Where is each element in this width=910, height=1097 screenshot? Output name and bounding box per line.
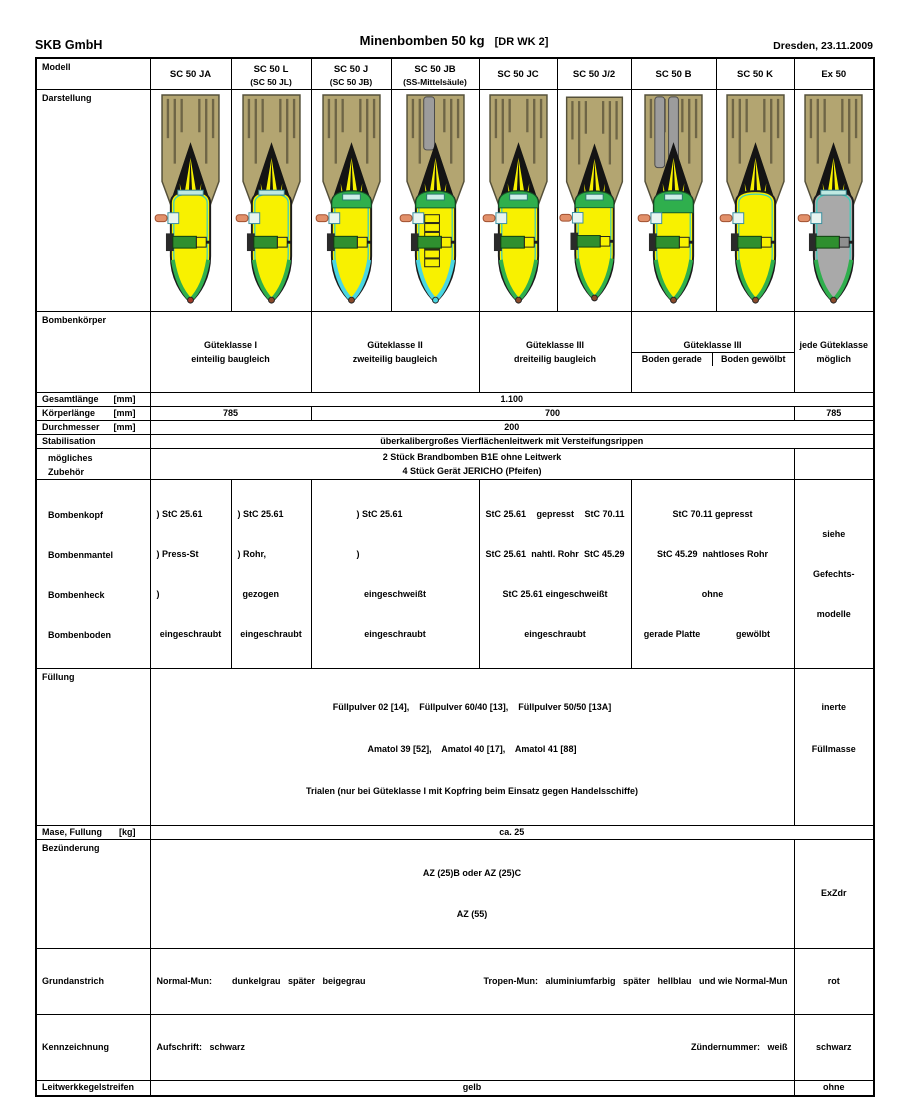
cell-zubehoer-value: 2 Stück Brandbomben B1E ohne Leitwerk 4 Stück Gerät JERICHO (Pfeifen) bbox=[150, 448, 794, 479]
cell-gesamtlaenge-value: 1.100 bbox=[150, 392, 874, 406]
cell-durchmesser-value: 200 bbox=[150, 420, 874, 434]
row-gesamtlaenge bbox=[36, 392, 874, 406]
model-header-sc50k: SC 50 K bbox=[716, 58, 794, 89]
model-header-sc50j2: SC 50 J/2 bbox=[557, 58, 631, 89]
row-koerperlaenge bbox=[36, 406, 874, 420]
row-label-bezuenderung: Bezünderung bbox=[36, 839, 150, 948]
row-label-grundanstrich: Grundanstrich bbox=[36, 948, 150, 1014]
cell-bomb-4 bbox=[479, 89, 557, 311]
model-header-sc50jb: SC 50 JB (SS-Mittelsäule) bbox=[391, 58, 479, 89]
row-kennzeichnung bbox=[36, 1014, 874, 1080]
cell-bomb-5 bbox=[557, 89, 631, 311]
cell-bomb-2 bbox=[311, 89, 391, 311]
bomb-drawing-sc50j bbox=[312, 90, 391, 310]
row-label-modell bbox=[36, 58, 150, 89]
model-header-sc50j: SC 50 J (SC 50 JB) bbox=[311, 58, 391, 89]
row-label-bombenkoerper: Bombenkörper bbox=[36, 311, 150, 392]
cell-bomb-3 bbox=[391, 89, 479, 311]
row-label-bauteile: Bombenkopf Bombenmantel Bombenheck Bombenboden bbox=[36, 479, 150, 668]
cell-bauteile-jc-j2: StC 25.61 gepresst StC 70.11 StC 25.61 nahtl. Rohr StC 45.29 StC 25.61 eingeschweißt eingeschraubt bbox=[479, 479, 631, 668]
cell-bezuenderung-value: AZ (25)B oder AZ (25)C AZ (55) bbox=[150, 839, 794, 948]
cell-kennzeichnung-ex: schwarz bbox=[794, 1014, 874, 1080]
date-text: Dresden, 23.11.2009 bbox=[773, 40, 873, 52]
cell-bauteile-ja: ) StC 25.61 ) Press-St ) eingeschraubt bbox=[150, 479, 231, 668]
row-modell bbox=[36, 58, 874, 89]
cell-koerperlaenge-1: 785 bbox=[150, 406, 311, 420]
cell-bomb-1 bbox=[231, 89, 311, 311]
cell-bomb-7 bbox=[716, 89, 794, 311]
page-header bbox=[35, 26, 873, 52]
cell-fuellung-ex: inerte Füllmasse bbox=[794, 668, 874, 825]
row-label-masse: Mase, Fullung [kg] bbox=[36, 825, 150, 839]
row-darstellung bbox=[36, 89, 874, 311]
unit-label: [mm] bbox=[113, 421, 136, 432]
bomb-drawing-sc50l bbox=[232, 90, 311, 310]
cell-grundanstrich-value bbox=[150, 948, 794, 1014]
zuendernummer: Zündernummer: weiß bbox=[690, 1041, 788, 1052]
model-header-sc50ja: SC 50 JA bbox=[150, 58, 231, 89]
row-label-koerperlaenge: Körperlänge [mm] bbox=[36, 406, 150, 420]
boden-k: gewölbt bbox=[736, 628, 770, 639]
row-label-zubehoer: mögliches Zubehör bbox=[36, 448, 150, 479]
bomb-drawing-sc50j2 bbox=[558, 90, 631, 310]
row-label-kennzeichnung: Kennzeichnung bbox=[36, 1014, 150, 1080]
bomb-drawing-sc50ja bbox=[151, 90, 231, 310]
row-bombenkoerper bbox=[36, 311, 874, 392]
model-header-sc50b: SC 50 B bbox=[631, 58, 716, 89]
row-label-gesamtlaenge: Gesamtlänge [mm] bbox=[36, 392, 150, 406]
title-tag: [DR WK 2] bbox=[494, 36, 549, 48]
company-name: SKB GmbH bbox=[35, 38, 103, 52]
cell-gueteklasse-ex: jede Güteklasse möglich bbox=[794, 311, 874, 392]
boden-split bbox=[632, 353, 794, 366]
cell-gueteklasse-2: Güteklasse II zweiteilig baugleich bbox=[311, 311, 479, 392]
cell-bomb-6 bbox=[631, 89, 716, 311]
cell-bauteile-j-jb: ) StC 25.61 ) eingeschweißt eingeschraubt bbox=[311, 479, 479, 668]
row-bauteile bbox=[36, 479, 874, 668]
cell-leitwerk-value: gelb bbox=[150, 1080, 794, 1096]
cell-koerperlaenge-3: 785 bbox=[794, 406, 874, 420]
model-header-sc50l: SC 50 L (SC 50 JL) bbox=[231, 58, 311, 89]
unit-label: [mm] bbox=[113, 393, 136, 404]
cell-gueteklasse-3: Güteklasse III dreiteilig baugleich bbox=[479, 311, 631, 392]
row-label-text: Modell bbox=[42, 62, 71, 72]
row-durchmesser bbox=[36, 420, 874, 434]
row-label-fuellung: Füllung bbox=[36, 668, 150, 825]
cell-bezuenderung-ex: ExZdr bbox=[794, 839, 874, 948]
row-grundanstrich bbox=[36, 948, 874, 1014]
title-text: Minenbomben 50 kg bbox=[359, 33, 485, 48]
cell-masse-value: ca. 25 bbox=[150, 825, 874, 839]
page-title bbox=[35, 32, 873, 50]
cell-bauteile-b-k: StC 70.11 gepresst StC 45.29 nahtloses Rohr ohne gerade Platte gewölbt bbox=[631, 479, 794, 668]
gueteklasse-3bk-wrap: Güteklasse III Boden gerade Boden gewölbt bbox=[632, 338, 794, 366]
row-leitwerk bbox=[36, 1080, 874, 1096]
normal-mun: Normal-Mun: dunkelgrau später beigegrau bbox=[156, 975, 366, 986]
cell-leitwerk-ex: ohne bbox=[794, 1080, 874, 1096]
row-bezuenderung bbox=[36, 839, 874, 948]
bomb-drawing-sc50k bbox=[717, 90, 794, 310]
unit-label: [kg] bbox=[119, 826, 136, 837]
model-header-sc50jc: SC 50 JC bbox=[479, 58, 557, 89]
row-label-darstellung: Darstellung bbox=[36, 89, 150, 311]
cell-stabilisation-value: überkalibergroßes Vierflächenleitwerk mit Versteifungsrippen bbox=[150, 434, 874, 448]
cell-grundanstrich-ex: rot bbox=[794, 948, 874, 1014]
row-label-leitwerk: Leitwerkkegelstreifen bbox=[36, 1080, 150, 1096]
cell-koerperlaenge-2: 700 bbox=[311, 406, 794, 420]
row-masse-fuellung bbox=[36, 825, 874, 839]
data-table bbox=[35, 57, 875, 1097]
boden-gewoelbt: Boden gewölbt bbox=[721, 353, 786, 364]
cell-gueteklasse-1: Güteklasse I einteilig baugleich bbox=[150, 311, 311, 392]
bomb-drawing-sc50jc bbox=[480, 90, 557, 310]
row-fuellung bbox=[36, 668, 874, 825]
cell-bomb-8 bbox=[794, 89, 874, 311]
cell-kennzeichnung-value bbox=[150, 1014, 794, 1080]
row-stabilisation bbox=[36, 434, 874, 448]
row-zubehoer bbox=[36, 448, 874, 479]
cell-bauteile-l: ) StC 25.61 ) Rohr, gezogen eingeschraubt bbox=[231, 479, 311, 668]
model-header-ex50: Ex 50 bbox=[794, 58, 874, 89]
aufschrift: Aufschrift: schwarz bbox=[156, 1041, 246, 1052]
cell-fuellung-value: Füllpulver 02 [14], Füllpulver 60/40 [13], Füllpulver 50/50 [13A] Amatol 39 [52], Amatol 40 [17], Amatol 41 [88] Trialen (nur bei Güteklasse I mit Kopfring beim Einsatz gegen Handelsschiffe) bbox=[150, 668, 794, 825]
unit-label: [mm] bbox=[113, 407, 136, 418]
row-label-durchmesser: Durchmesser [mm] bbox=[36, 420, 150, 434]
cell-zubehoer-ex bbox=[794, 448, 874, 479]
tropen-mun: Tropen-Mun: aluminiumfarbig später hellblau und wie Normal-Mun bbox=[483, 975, 788, 986]
boden-b: gerade Platte bbox=[643, 628, 701, 639]
bomb-drawing-sc50b bbox=[632, 90, 716, 310]
boden-gerade: Boden gerade bbox=[632, 353, 714, 366]
cell-gueteklasse-3bk bbox=[631, 311, 794, 392]
bomb-drawing-sc50jb bbox=[392, 90, 479, 310]
cell-bomb-0 bbox=[150, 89, 231, 311]
cell-bauteile-ex: siehe Gefechts- modelle bbox=[794, 479, 874, 668]
row-label-stabilisation: Stabilisation bbox=[36, 434, 150, 448]
bomb-drawing-ex50 bbox=[795, 90, 874, 310]
